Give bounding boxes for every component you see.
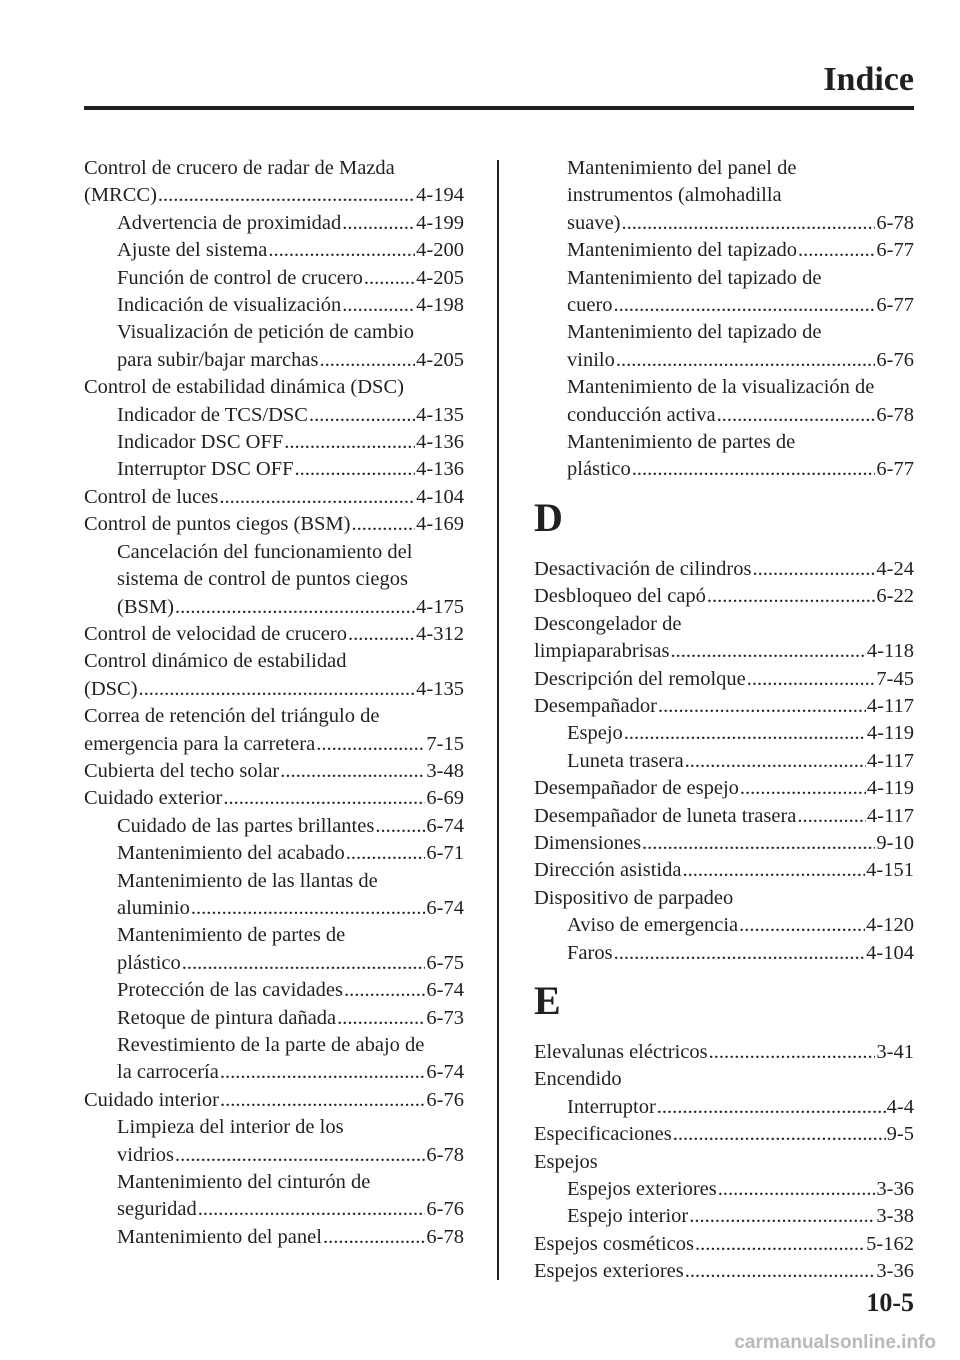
- entry-text: Mantenimiento de partes de: [117, 924, 346, 947]
- index-entry: [84, 648, 464, 675]
- index-entry: [84, 731, 464, 758]
- entry-text: plástico .....: [117, 950, 425, 977]
- index-entry: [534, 1231, 914, 1258]
- entry-text: Encendido: [534, 1068, 622, 1091]
- index-entry: [84, 155, 464, 182]
- entry-text: Mantenimiento de la visualización de: [567, 376, 875, 399]
- entry-page-ref: 4-118: [866, 640, 914, 663]
- entry-page-ref: 4-117: [866, 804, 914, 827]
- index-subentry: [84, 1224, 464, 1251]
- entry-page-ref: 4-136: [416, 431, 464, 454]
- entry-text: Mantenimiento del cinturón de: [117, 1171, 371, 1194]
- entry-page-ref: 7-15: [426, 732, 464, 755]
- entry-page-ref: 4-117: [866, 749, 914, 772]
- index-subentry: [84, 1142, 464, 1169]
- index-subentry: [534, 720, 914, 747]
- entry-page-ref: 4-205: [416, 266, 464, 289]
- entry-text: seguridad .....: [117, 1196, 425, 1223]
- entry-text: Luneta trasera .....: [567, 748, 866, 775]
- entry-page-ref: 6-74: [426, 979, 464, 1002]
- entry-page-ref: 6-22: [876, 585, 914, 608]
- entry-text: Mantenimiento del tapizado de: [567, 321, 822, 344]
- entry-text: Mantenimiento del acabado .....: [117, 840, 425, 867]
- entry-text: Correa de retención del triángulo de: [84, 705, 380, 728]
- entry-text: Mantenimiento del tapizado .....: [567, 237, 875, 264]
- index-entry: [534, 583, 914, 610]
- index-subentry: [84, 319, 464, 346]
- entry-text: Desbloqueo del capó .....: [534, 583, 875, 610]
- watermark: carmanualsonline.info: [734, 1332, 936, 1353]
- entry-text: Desempañador de luneta trasera .....: [534, 803, 866, 830]
- column-divider: [497, 160, 499, 1280]
- entry-page-ref: 4-119: [866, 777, 914, 800]
- entry-text: plástico .....: [567, 456, 875, 483]
- index-subentry: [534, 1203, 914, 1230]
- index-subentry: [84, 1169, 464, 1196]
- entry-text: Cuidado exterior .....: [84, 785, 425, 812]
- index-entry: [534, 857, 914, 884]
- entry-text: Indicador DSC OFF .....: [117, 429, 415, 456]
- entry-page-ref: 6-77: [876, 458, 914, 481]
- entry-page-ref: 4-24: [876, 557, 914, 580]
- entry-text: Desempañador de espejo .....: [534, 775, 866, 802]
- entry-text: Espejos exteriores .....: [567, 1176, 875, 1203]
- index-subentry: [84, 429, 464, 456]
- index-entry: [84, 1087, 464, 1114]
- index-entry: [84, 785, 464, 812]
- entry-text: Control dinámico de estabilidad: [84, 650, 347, 673]
- entry-text: Espejos cosméticos .....: [534, 1231, 865, 1258]
- index-subentry: [84, 292, 464, 319]
- entry-text: Visualización de petición de cambio: [117, 321, 415, 344]
- index-entry: [534, 638, 914, 665]
- entry-text: Control de puntos ciegos (BSM) .....: [84, 511, 415, 538]
- entry-text: Control de luces .....: [84, 484, 415, 511]
- entry-page-ref: 6-78: [426, 1225, 464, 1248]
- entry-text: Función de control de crucero .....: [117, 265, 415, 292]
- entry-page-ref: 3-38: [876, 1205, 914, 1228]
- entry-text: vinilo .....: [567, 347, 875, 374]
- entry-text: Espejos: [534, 1150, 598, 1173]
- entry-page-ref: 6-76: [876, 348, 914, 371]
- index-entry: [534, 1121, 914, 1148]
- entry-page-ref: 4-169: [416, 513, 464, 536]
- entry-text: (DSC) .....: [84, 676, 415, 703]
- index-subentry: [84, 539, 464, 566]
- index-subentry: [534, 265, 914, 292]
- entry-text: Espejo .....: [567, 720, 866, 747]
- entry-text: la carrocería .....: [117, 1059, 425, 1086]
- index-subentry: [84, 895, 464, 922]
- index-entry: [534, 556, 914, 583]
- index-subentry: [534, 319, 914, 346]
- entry-text: Interruptor .....: [567, 1094, 886, 1121]
- entry-text: Espejo interior .....: [567, 1203, 875, 1230]
- entry-page-ref: 4-199: [416, 211, 464, 234]
- entry-text: Mantenimiento del panel .....: [117, 1224, 425, 1251]
- index-subentry: [534, 237, 914, 264]
- entry-text: sistema de control de puntos ciegos: [117, 568, 408, 591]
- entry-page-ref: 6-73: [426, 1006, 464, 1029]
- entry-text: Aviso de emergencia .....: [567, 912, 865, 939]
- index-entry: [84, 676, 464, 703]
- index-subentry: [534, 182, 914, 209]
- entry-text: Advertencia de proximidad .....: [117, 210, 415, 237]
- page-title: Indice: [823, 61, 914, 98]
- index-subentry: [84, 868, 464, 895]
- entry-text: para subir/bajar marchas .....: [117, 347, 415, 374]
- index-subentry: [534, 456, 914, 483]
- index-subentry: [84, 566, 464, 593]
- index-entry: [534, 1066, 914, 1093]
- entry-page-ref: 4-205: [416, 348, 464, 371]
- index-subentry: [84, 402, 464, 429]
- entry-page-ref: 6-78: [876, 403, 914, 426]
- index-entry: [534, 1149, 914, 1176]
- entry-page-ref: 6-74: [426, 814, 464, 837]
- entry-page-ref: 4-151: [866, 859, 914, 882]
- entry-page-ref: 6-69: [426, 787, 464, 810]
- entry-text: Control de estabilidad dinámica (DSC): [84, 376, 404, 399]
- index-entry: [534, 611, 914, 638]
- index-subentry: [84, 950, 464, 977]
- header-rule: [84, 106, 914, 110]
- entry-text: Interruptor DSC OFF .....: [117, 456, 415, 483]
- entry-page-ref: 3-48: [426, 759, 464, 782]
- entry-text: Cubierta del techo solar .....: [84, 758, 425, 785]
- index-subentry: [534, 429, 914, 456]
- index-entry: [534, 666, 914, 693]
- index-subentry: [534, 402, 914, 429]
- entry-text: Elevalunas eléctricos .....: [534, 1039, 875, 1066]
- entry-page-ref: 6-78: [876, 211, 914, 234]
- entry-text: Control de crucero de radar de Mazda: [84, 157, 395, 179]
- entry-text: aluminio .....: [117, 895, 425, 922]
- entry-page-ref: 6-78: [426, 1143, 464, 1166]
- index-entry: [534, 1039, 914, 1066]
- entry-text: Indicador de TCS/DSC .....: [117, 402, 415, 429]
- index-subentry: [84, 922, 464, 949]
- index-subentry: [84, 1032, 464, 1059]
- entry-text: Mantenimiento de partes de: [567, 431, 796, 454]
- index-subentry: [84, 977, 464, 1004]
- entry-page-ref: 9-5: [886, 1123, 914, 1146]
- entry-page-ref: 6-71: [426, 842, 464, 865]
- entry-text: Cancelación del funcionamiento del: [117, 540, 413, 563]
- index-entry: [534, 1258, 914, 1285]
- entry-page-ref: 5-162: [866, 1232, 914, 1255]
- entry-text: Control de velocidad de crucero .....: [84, 621, 415, 648]
- index-column-right: [534, 155, 914, 1286]
- entry-page-ref: 4-198: [416, 294, 464, 317]
- index-subentry: [84, 1114, 464, 1141]
- entry-page-ref: 6-77: [876, 294, 914, 317]
- entry-page-ref: 4-135: [416, 677, 464, 700]
- index-entry: [534, 693, 914, 720]
- index-entry: [84, 511, 464, 538]
- entry-page-ref: 4-104: [416, 485, 464, 508]
- index-entry: [84, 758, 464, 785]
- entry-page-ref: 9-10: [876, 831, 914, 854]
- entry-text: Descripción del remolque .....: [534, 666, 875, 693]
- entry-text: limpiaparabrisas .....: [534, 638, 866, 665]
- entry-text: Espejos exteriores .....: [534, 1258, 875, 1285]
- index-subentry: [84, 456, 464, 483]
- entry-text: suave) .....: [567, 210, 875, 237]
- entry-text: cuero .....: [567, 292, 875, 319]
- entry-page-ref: 6-76: [426, 1088, 464, 1111]
- entry-text: (MRCC) .....: [84, 182, 415, 209]
- entry-page-ref: 4-104: [866, 941, 914, 964]
- entry-text: Mantenimiento del tapizado de: [567, 266, 822, 289]
- index-entry: [534, 885, 914, 912]
- index-subentry: [84, 1005, 464, 1032]
- index-subentry: [534, 210, 914, 237]
- index-subentry: [534, 155, 914, 182]
- index-subentry: [534, 347, 914, 374]
- entry-text: (BSM) .....: [117, 594, 415, 621]
- entry-text: vidrios .....: [117, 1142, 425, 1169]
- index-subentry: [84, 1196, 464, 1223]
- index-entry: [534, 830, 914, 857]
- entry-text: Desactivación de cilindros .....: [534, 556, 875, 583]
- index-subentry: [84, 813, 464, 840]
- index-subentry: [534, 940, 914, 967]
- entry-text: instrumentos (almohadilla: [567, 184, 782, 207]
- index-entry: [84, 621, 464, 648]
- entry-text: Mantenimiento del panel de: [567, 157, 797, 179]
- index-subentry: [84, 594, 464, 621]
- index-subentry: [534, 374, 914, 401]
- index-letter-heading: D: [534, 494, 563, 540]
- entry-text: Protección de las cavidades .....: [117, 977, 425, 1004]
- entry-page-ref: 6-74: [426, 1061, 464, 1084]
- index-subentry: [84, 237, 464, 264]
- index-subentry: [534, 748, 914, 775]
- index-column-left: [84, 155, 464, 1251]
- index-subentry: [534, 292, 914, 319]
- entry-text: Faros .....: [567, 940, 865, 967]
- entry-page-ref: 6-76: [426, 1198, 464, 1221]
- entry-text: conducción activa .....: [567, 402, 875, 429]
- entry-page-ref: 6-74: [426, 896, 464, 919]
- entry-text: Dimensiones .....: [534, 830, 875, 857]
- index-entry: [534, 803, 914, 830]
- entry-text: Desempañador .....: [534, 693, 866, 720]
- index-entry: [84, 374, 464, 401]
- entry-text: Descongelador de: [534, 612, 682, 635]
- index-entry: [84, 703, 464, 730]
- entry-page-ref: 4-200: [416, 239, 464, 262]
- index-subentry: [84, 1059, 464, 1086]
- entry-page-ref: 4-194: [416, 184, 464, 207]
- index-subentry: [84, 840, 464, 867]
- page-number: 10-5: [866, 1288, 914, 1317]
- index-entry: [84, 484, 464, 511]
- entry-page-ref: 6-77: [876, 239, 914, 262]
- entry-page-ref: 4-175: [416, 595, 464, 618]
- entry-text: Limpieza del interior de los: [117, 1116, 344, 1139]
- entry-page-ref: 4-119: [866, 722, 914, 745]
- entry-page-ref: 3-41: [876, 1040, 914, 1063]
- entry-page-ref: 3-36: [876, 1178, 914, 1200]
- index-subentry: [84, 210, 464, 237]
- entry-text: Dirección asistida .....: [534, 857, 865, 884]
- entry-page-ref: 4-117: [866, 694, 914, 717]
- index-subentry: [84, 347, 464, 374]
- entry-page-ref: 6-75: [426, 951, 464, 974]
- entry-text: Revestimiento de la parte de abajo de: [117, 1034, 425, 1056]
- index-subentry: [534, 912, 914, 939]
- entry-text: Cuidado interior .....: [84, 1087, 425, 1114]
- index-letter-heading: E: [534, 977, 561, 1023]
- entry-page-ref: 4-312: [416, 622, 464, 645]
- entry-page-ref: 4-135: [416, 403, 464, 426]
- entry-text: Dispositivo de parpadeo: [534, 886, 734, 909]
- entry-text: Retoque de pintura dañada .....: [117, 1005, 425, 1032]
- index-subentry: [534, 1094, 914, 1121]
- entry-text: Indicación de visualización .....: [117, 292, 415, 319]
- entry-page-ref: 4-4: [886, 1095, 914, 1118]
- entry-text: Mantenimiento de las llantas de: [117, 869, 378, 892]
- index-entry: [84, 182, 464, 209]
- entry-page-ref: 3-36: [876, 1260, 914, 1283]
- entry-text: emergencia para la carretera .....: [84, 731, 425, 758]
- entry-text: Ajuste del sistema .....: [117, 237, 415, 264]
- entry-page-ref: 4-120: [866, 914, 914, 937]
- entry-page-ref: 7-45: [876, 667, 914, 690]
- index-subentry: [84, 265, 464, 292]
- entry-text: Cuidado de las partes brillantes .....: [117, 813, 425, 840]
- entry-text: Especificaciones .....: [534, 1121, 886, 1148]
- index-subentry: [534, 1176, 914, 1203]
- index-entry: [534, 775, 914, 802]
- entry-page-ref: 4-136: [416, 458, 464, 481]
